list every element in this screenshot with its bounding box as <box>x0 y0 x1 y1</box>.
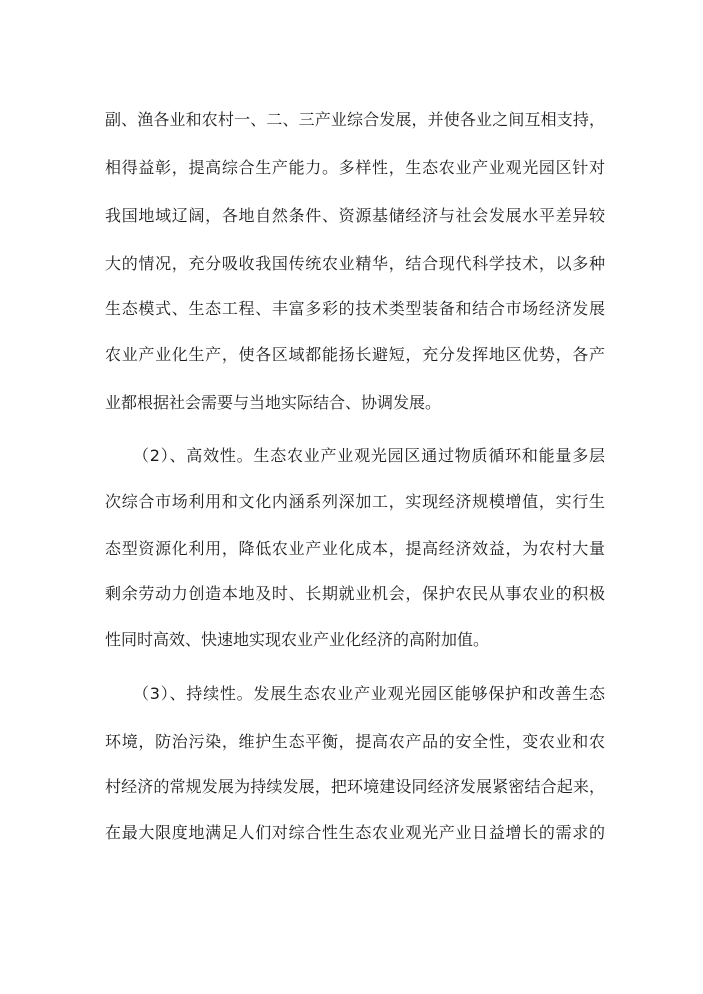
text-line: 性同时高效、快速地实现农业产业化经济的高附加值。 <box>105 630 490 649</box>
text-line: 农业产业化生产，使各区域都能扬长避短，充分发挥地区优势，各产 <box>105 345 605 364</box>
text-line: 次综合市场利用和文化内涵系列深加工，实现经济规模增值，实行生 <box>105 492 605 511</box>
text-line: （3）、持续性。发展生态农业产业观光园区能够保护和改善生态 <box>133 684 605 703</box>
text-line: 村经济的常规发展为持续发展，把环境建设同经济发展紧密结合起来， <box>105 777 605 796</box>
text-line: 在最大限度地满足人们对综合性生态农业观光产业日益增长的需求的 <box>105 823 605 842</box>
text-line: 我国地域辽阔，各地自然条件、资源基储经济与社会发展水平差异较 <box>105 206 605 225</box>
text-line: 相得益彰，提高综合生产能力。多样性，生态农业产业观光园区针对 <box>105 158 605 177</box>
text-line: 环境，防治污染，维护生态平衡，提高农产品的安全性，变农业和农 <box>105 732 605 751</box>
text-line: 业都根据社会需要与当地实际结合、协调发展。 <box>105 393 442 412</box>
text-line: （2）、高效性。生态农业产业观光园区通过物质循环和能量多层 <box>133 446 605 465</box>
text-line: 大的情况，充分吸收我国传统农业精华，结合现代科学技术，以多种 <box>105 254 605 273</box>
text-line: 副、渔各业和农村一、二、三产业综合发展，并使各业之间互相支持， <box>105 110 605 129</box>
text-line: 态型资源化利用，降低农业产业化成本，提高经济效益，为农村大量 <box>105 539 605 558</box>
text-line: 生态模式、生态工程、丰富多彩的技术类型装备和结合市场经济发展 <box>105 299 605 318</box>
text-line: 剩余劳动力创造本地及时、长期就业机会，保护农民从事农业的积极 <box>105 584 605 603</box>
